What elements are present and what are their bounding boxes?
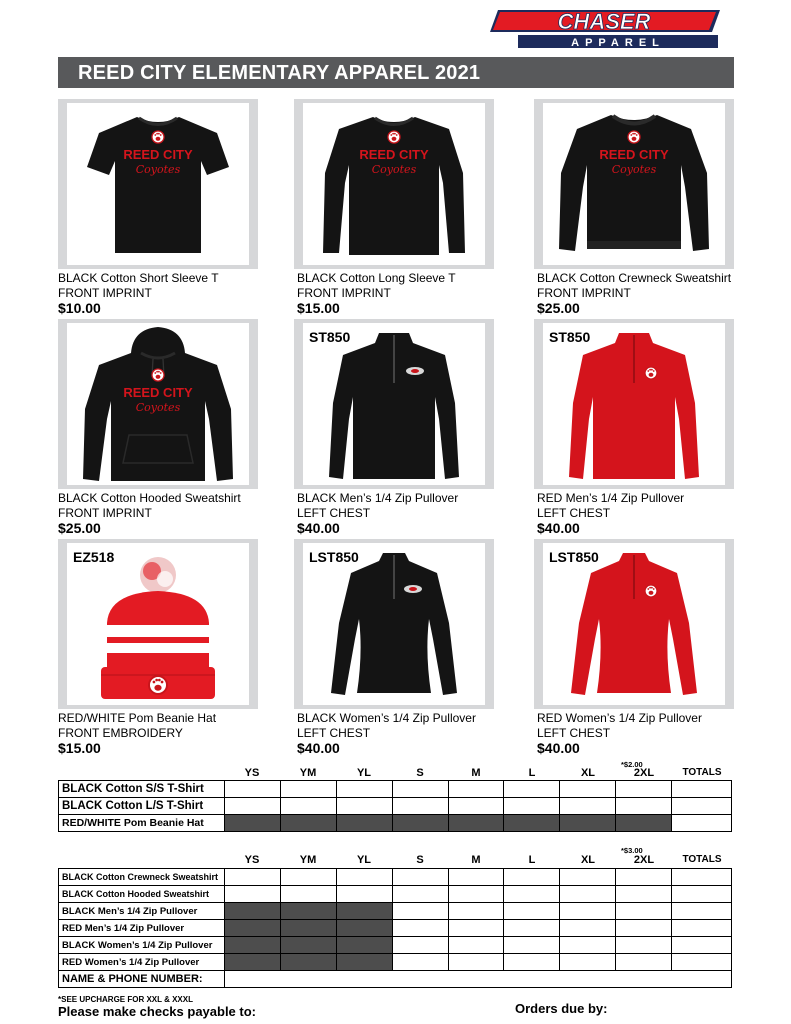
row-label: BLACK Men’s 1/4 Zip Pullover xyxy=(59,903,225,920)
upcharge-footnote: *SEE UPCHARGE FOR XXL & XXXL xyxy=(58,995,193,1004)
total-cell[interactable] xyxy=(672,798,732,815)
size-header: YM xyxy=(299,854,317,866)
qty-cell[interactable] xyxy=(280,886,336,903)
total-cell[interactable] xyxy=(672,781,732,798)
total-cell[interactable] xyxy=(672,869,732,886)
table-row xyxy=(59,798,732,815)
svg-text:Coyotes: Coyotes xyxy=(611,163,657,176)
product-name: BLACK Cotton Short Sleeve T xyxy=(58,271,219,285)
qty-cell[interactable] xyxy=(280,869,336,886)
product-imprint: FRONT IMPRINT xyxy=(297,285,391,300)
size-header: YM xyxy=(299,767,317,779)
qty-cell[interactable] xyxy=(336,886,392,903)
size-header: YS xyxy=(244,767,260,779)
qty-cell[interactable] xyxy=(448,869,504,886)
red-womens-zip-image xyxy=(543,543,725,705)
product-desc-womens-zip-red xyxy=(537,711,702,756)
row-label: RED Women’s 1/4 Zip Pullover xyxy=(59,954,225,971)
qty-cell[interactable] xyxy=(448,886,504,903)
qty-cell[interactable] xyxy=(560,920,616,937)
qty-cell[interactable] xyxy=(504,954,560,971)
product-desc-mens-zip-red xyxy=(537,491,684,536)
product-card-womens-zip-red xyxy=(534,539,734,709)
qty-cell[interactable] xyxy=(448,937,504,954)
qty-cell[interactable] xyxy=(392,886,448,903)
name-phone-row xyxy=(59,971,732,988)
product-card-womens-zip-black xyxy=(294,539,494,709)
total-cell[interactable] xyxy=(672,920,732,937)
checks-payable-label: Please make checks payable to: xyxy=(58,1004,257,1019)
size-header: XL xyxy=(580,767,596,779)
name-phone-field[interactable] xyxy=(224,971,731,988)
qty-cell[interactable] xyxy=(560,869,616,886)
product-price: $10.00 xyxy=(58,300,101,316)
size-header: M xyxy=(471,854,481,866)
qty-cell[interactable] xyxy=(616,781,672,798)
qty-cell[interactable] xyxy=(392,781,448,798)
qty-cell[interactable] xyxy=(280,781,336,798)
product-desc-mens-zip-black xyxy=(297,491,458,536)
qty-cell[interactable] xyxy=(392,903,448,920)
product-card-ls-tee xyxy=(294,99,494,269)
qty-cell[interactable] xyxy=(392,869,448,886)
shaded-cell xyxy=(280,903,336,920)
shaded-cell xyxy=(336,937,392,954)
product-price: $15.00 xyxy=(58,740,101,756)
shaded-cell xyxy=(392,815,448,832)
product-desc-ss-tee xyxy=(58,271,219,316)
shaded-cell xyxy=(560,815,616,832)
product-name: BLACK Cotton Crewneck Sweatshirt xyxy=(537,271,732,285)
shaded-cell xyxy=(224,954,280,971)
qty-cell[interactable] xyxy=(392,798,448,815)
qty-cell[interactable] xyxy=(224,781,280,798)
table-row xyxy=(59,903,732,920)
black-crewneck-image xyxy=(543,103,725,265)
shaded-cell xyxy=(336,815,392,832)
table-row xyxy=(59,869,732,886)
total-cell[interactable] xyxy=(672,903,732,920)
order-table-1 xyxy=(58,780,732,832)
svg-text:Coyotes: Coyotes xyxy=(371,163,417,176)
product-desc-crewneck xyxy=(537,271,731,316)
product-name: BLACK Cotton Hooded Sweatshirt xyxy=(58,491,241,505)
shaded-cell xyxy=(280,954,336,971)
qty-cell[interactable] xyxy=(560,886,616,903)
qty-cell[interactable] xyxy=(224,886,280,903)
upcharge-note-1: *$2.00 xyxy=(621,760,643,769)
product-card-mens-zip-red xyxy=(534,319,734,489)
shaded-cell xyxy=(336,954,392,971)
row-label: RED Men’s 1/4 Zip Pullover xyxy=(59,920,225,937)
brand-name: CHASER xyxy=(557,9,651,34)
shaded-cell xyxy=(336,920,392,937)
total-cell[interactable] xyxy=(672,937,732,954)
qty-cell[interactable] xyxy=(224,869,280,886)
table-row xyxy=(59,954,732,971)
black-womens-zip-image xyxy=(303,543,485,705)
qty-cell[interactable] xyxy=(616,937,672,954)
qty-cell[interactable] xyxy=(616,954,672,971)
product-name: RED/WHITE Pom Beanie Hat xyxy=(58,711,217,725)
svg-text:REED CITY: REED CITY xyxy=(599,147,669,162)
shaded-cell xyxy=(224,937,280,954)
product-price: $40.00 xyxy=(537,520,580,536)
design-line1: REED CITY xyxy=(123,147,193,162)
black-mens-zip-image xyxy=(303,323,485,485)
page-title: REED CITY ELEMENTARY APPAREL 2021 xyxy=(78,62,481,84)
qty-cell[interactable] xyxy=(336,869,392,886)
row-label: BLACK Cotton Crewneck Sweatshirt xyxy=(59,869,225,886)
qty-cell[interactable] xyxy=(616,886,672,903)
table-row xyxy=(59,781,732,798)
row-label: RED/WHITE Pom Beanie Hat xyxy=(59,815,225,832)
shaded-cell xyxy=(224,903,280,920)
qty-cell[interactable] xyxy=(560,798,616,815)
row-label: BLACK Cotton S/S T-Shirt xyxy=(59,781,225,798)
order-table-2 xyxy=(58,868,732,988)
shaded-cell xyxy=(224,920,280,937)
product-desc-womens-zip-black xyxy=(297,711,476,756)
product-name: RED Men’s 1/4 Zip Pullover xyxy=(537,491,685,505)
qty-cell[interactable] xyxy=(616,798,672,815)
shaded-cell xyxy=(280,937,336,954)
upcharge-note-2: *$3.00 xyxy=(621,846,643,855)
shaded-cell xyxy=(448,815,504,832)
svg-text:REED CITY: REED CITY xyxy=(123,385,193,400)
product-name: BLACK Cotton Long Sleeve T xyxy=(297,271,456,285)
black-long-sleeve-tee-image xyxy=(303,103,485,265)
product-card-mens-zip-black xyxy=(294,319,494,489)
product-price: $40.00 xyxy=(297,520,340,536)
qty-cell[interactable] xyxy=(280,798,336,815)
design-line2: Coyotes xyxy=(135,163,181,176)
qty-cell[interactable] xyxy=(448,920,504,937)
qty-cell[interactable] xyxy=(616,869,672,886)
black-short-sleeve-tee-image xyxy=(67,103,249,265)
table-row xyxy=(59,937,732,954)
product-code: LST850 xyxy=(309,549,359,565)
product-imprint: LEFT CHEST xyxy=(297,725,371,740)
qty-cell[interactable] xyxy=(224,798,280,815)
product-price: $40.00 xyxy=(537,740,580,756)
qty-cell[interactable] xyxy=(504,781,560,798)
qty-cell[interactable] xyxy=(392,954,448,971)
product-name: BLACK Women’s 1/4 Zip Pullover xyxy=(297,711,476,725)
row-label: BLACK Cotton L/S T-Shirt xyxy=(59,798,225,815)
shaded-cell xyxy=(504,815,560,832)
product-name: BLACK Men’s 1/4 Zip Pullover xyxy=(297,491,459,505)
shaded-cell xyxy=(280,920,336,937)
qty-cell[interactable] xyxy=(560,781,616,798)
qty-cell[interactable] xyxy=(392,937,448,954)
qty-cell[interactable] xyxy=(616,903,672,920)
qty-cell[interactable] xyxy=(504,920,560,937)
qty-cell[interactable] xyxy=(448,798,504,815)
qty-cell[interactable] xyxy=(448,954,504,971)
qty-cell[interactable] xyxy=(560,903,616,920)
product-code: EZ518 xyxy=(73,549,115,565)
product-price: $25.00 xyxy=(537,300,580,316)
product-imprint: LEFT CHEST xyxy=(297,505,371,520)
product-imprint: FRONT IMPRINT xyxy=(537,285,631,300)
product-name: RED Women’s 1/4 Zip Pullover xyxy=(537,711,702,725)
product-price: $40.00 xyxy=(297,740,340,756)
product-imprint: LEFT CHEST xyxy=(537,725,611,740)
qty-cell[interactable] xyxy=(504,937,560,954)
product-desc-hoodie xyxy=(58,491,241,536)
title-bar xyxy=(58,57,734,88)
size-header: YS xyxy=(244,854,260,866)
red-mens-zip-image xyxy=(543,323,725,485)
product-imprint: FRONT IMPRINT xyxy=(58,285,152,300)
product-desc-beanie xyxy=(58,711,216,756)
qty-cell[interactable] xyxy=(448,781,504,798)
qty-cell[interactable] xyxy=(504,869,560,886)
product-price: $15.00 xyxy=(297,300,340,316)
product-card-ss-tee xyxy=(58,99,258,269)
pom-beanie-image xyxy=(67,543,249,705)
product-price: $25.00 xyxy=(58,520,101,536)
product-code: ST850 xyxy=(309,329,351,345)
product-imprint: FRONT EMBROIDERY xyxy=(58,725,183,740)
product-imprint: FRONT IMPRINT xyxy=(58,505,152,520)
table-row xyxy=(59,920,732,937)
size-header: L xyxy=(528,767,536,779)
product-code: LST850 xyxy=(549,549,599,565)
product-code: ST850 xyxy=(549,329,591,345)
shaded-cell xyxy=(616,815,672,832)
product-card-beanie xyxy=(58,539,258,709)
row-label: BLACK Women’s 1/4 Zip Pullover xyxy=(59,937,225,954)
size-header: S xyxy=(416,854,424,866)
qty-cell[interactable] xyxy=(504,798,560,815)
size-header: S xyxy=(416,767,424,779)
size-header: YL xyxy=(356,854,372,866)
svg-text:Coyotes: Coyotes xyxy=(135,401,181,414)
svg-text:REED CITY: REED CITY xyxy=(359,147,429,162)
black-hoodie-image xyxy=(67,323,249,485)
shaded-cell xyxy=(280,815,336,832)
total-cell[interactable] xyxy=(672,815,732,832)
product-card-crewneck xyxy=(534,99,734,269)
size-header: 2XL xyxy=(633,767,655,779)
shaded-cell xyxy=(224,815,280,832)
product-desc-ls-tee xyxy=(297,271,456,316)
product-imprint: LEFT CHEST xyxy=(537,505,611,520)
table-row xyxy=(59,815,732,832)
qty-cell[interactable] xyxy=(616,920,672,937)
size-header: L xyxy=(528,854,536,866)
row-label: BLACK Cotton Hooded Sweatshirt xyxy=(59,886,225,903)
qty-cell[interactable] xyxy=(392,920,448,937)
qty-cell[interactable] xyxy=(448,903,504,920)
total-cell[interactable] xyxy=(672,886,732,903)
name-phone-label: NAME & PHONE NUMBER: xyxy=(59,971,225,988)
table-row xyxy=(59,886,732,903)
qty-cell[interactable] xyxy=(560,937,616,954)
qty-cell[interactable] xyxy=(504,886,560,903)
totals-header: TOTALS xyxy=(682,854,722,865)
shaded-cell xyxy=(336,903,392,920)
size-header: 2XL xyxy=(633,854,655,866)
brand-sub: APPAREL xyxy=(571,37,665,49)
qty-cell[interactable] xyxy=(336,781,392,798)
product-card-hoodie xyxy=(58,319,258,489)
size-header: YL xyxy=(356,767,372,779)
total-cell[interactable] xyxy=(672,954,732,971)
size-header: XL xyxy=(580,854,596,866)
qty-cell[interactable] xyxy=(504,903,560,920)
totals-header: TOTALS xyxy=(682,767,722,778)
orders-due-label: Orders due by: xyxy=(515,1001,608,1016)
size-header: M xyxy=(471,767,481,779)
chaser-apparel-logo xyxy=(490,8,722,50)
qty-cell[interactable] xyxy=(560,954,616,971)
qty-cell[interactable] xyxy=(336,798,392,815)
